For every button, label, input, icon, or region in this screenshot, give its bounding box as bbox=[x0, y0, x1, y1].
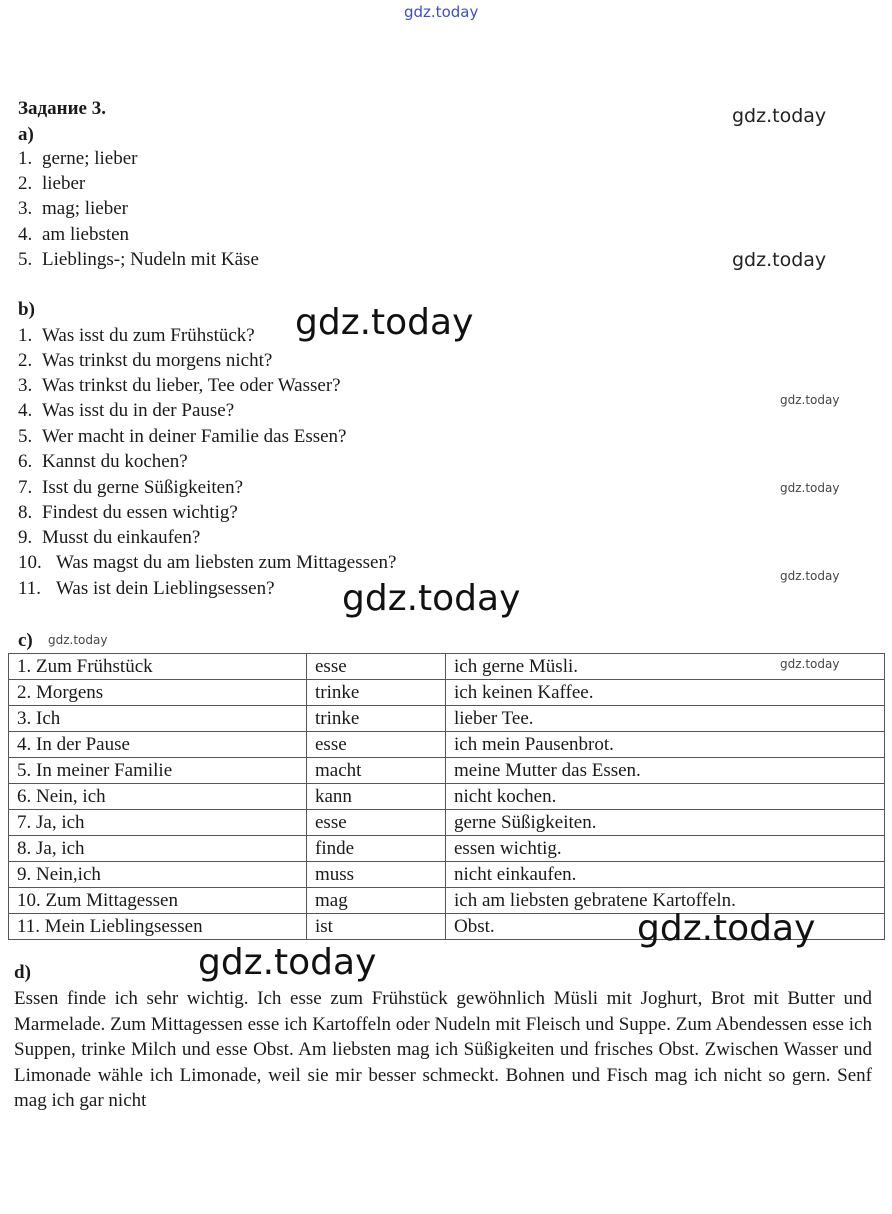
table-cell-subject: 8. Ja, ich bbox=[9, 836, 307, 862]
table-cell-verb: ist bbox=[307, 914, 446, 940]
essay-paragraph: Essen finde ich sehr wichtig. Ich esse zum Frühstück gewöhnlich Müsli mit Joghurt, Brot mit Butter und Marmelade. Zum Mittagessen esse ich Kartoffeln oder Nudeln mit Fleisch und Suppe. Zum Abendessen esse ich Suppen, trinke Milch und esse Obst. Am liebsten mag ich Süßigkeiten und frisches Obst. Zwischen Wasser und Limonade wähle ich Limonade, weil sie mir besser schmeckt. Bohnen und Fisch mag ich nicht so gern. Senf mag ich gar nicht bbox=[14, 988, 872, 1111]
table-row bbox=[9, 654, 885, 680]
watermark-small: gdz.today bbox=[780, 481, 840, 495]
table-cell-verb: trinke bbox=[307, 680, 446, 706]
table-cell-rest: gerne Süßigkeiten. bbox=[446, 810, 885, 836]
task-title: Задание 3. bbox=[18, 98, 106, 119]
list-item: 2. lieber bbox=[18, 173, 86, 194]
table-cell-subject: 3. Ich bbox=[9, 706, 307, 732]
table-cell-verb: esse bbox=[307, 810, 446, 836]
table-cell-verb: kann bbox=[307, 784, 446, 810]
table-cell-rest: ich keinen Kaffee. bbox=[446, 680, 885, 706]
table-row bbox=[9, 732, 885, 758]
watermark-small: gdz.today bbox=[780, 569, 840, 583]
watermark-large: gdz.today bbox=[198, 942, 377, 983]
watermark-top: gdz.today bbox=[404, 3, 479, 21]
table-cell-rest: meine Mutter das Essen. bbox=[446, 758, 885, 784]
section-a-label: a) bbox=[18, 124, 34, 145]
watermark: gdz.today bbox=[732, 249, 827, 271]
watermark-small: gdz.today bbox=[780, 393, 840, 407]
table-cell-rest: ich mein Pausenbrot. bbox=[446, 732, 885, 758]
table-cell-rest: essen wichtig. bbox=[446, 836, 885, 862]
table-cell-subject: 4. In der Pause bbox=[9, 732, 307, 758]
table-cell-subject: 9. Nein,ich bbox=[9, 862, 307, 888]
list-item: 1. gerne; lieber bbox=[18, 148, 138, 169]
section-c-label: c) bbox=[18, 630, 33, 651]
section-b-label: b) bbox=[18, 299, 35, 320]
list-item: 8. Findest du essen wichtig? bbox=[18, 502, 238, 523]
list-item: 4. Was isst du in der Pause? bbox=[18, 400, 235, 421]
table-cell-rest: lieber Tee. bbox=[446, 706, 885, 732]
table-cell-subject: 11. Mein Lieblingsessen bbox=[9, 914, 307, 940]
table-row bbox=[9, 810, 885, 836]
table-cell-subject: 1. Zum Frühstück bbox=[9, 654, 307, 680]
list-item: 5. Lieblings-; Nudeln mit Käse bbox=[18, 249, 259, 270]
table-cell-verb: macht bbox=[307, 758, 446, 784]
watermark: gdz.today bbox=[732, 105, 827, 127]
table-cell-subject: 10. Zum Mittagessen bbox=[9, 888, 307, 914]
list-item: 11. Was ist dein Lieblingsessen? bbox=[18, 578, 275, 599]
list-item: 3. Was trinkst du lieber, Tee oder Wasser? bbox=[18, 375, 341, 396]
table-row bbox=[9, 680, 885, 706]
table-cell-subject: 7. Ja, ich bbox=[9, 810, 307, 836]
list-item: 7. Isst du gerne Süßigkeiten? bbox=[18, 477, 244, 498]
table-cell-verb: mag bbox=[307, 888, 446, 914]
watermark-large: gdz.today bbox=[342, 578, 521, 619]
section-d-label: d) bbox=[14, 962, 31, 983]
table-cell-verb: trinke bbox=[307, 706, 446, 732]
table-row bbox=[9, 784, 885, 810]
table-row bbox=[9, 836, 885, 862]
table-cell-rest: nicht einkaufen. bbox=[446, 862, 885, 888]
table-cell-rest: nicht kochen. bbox=[446, 784, 885, 810]
table-cell-verb: esse bbox=[307, 654, 446, 680]
list-item: 6. Kannst du kochen? bbox=[18, 451, 188, 472]
watermark-small: gdz.today bbox=[48, 633, 108, 647]
table-cell-verb: esse bbox=[307, 732, 446, 758]
list-item: 4. am liebsten bbox=[18, 224, 130, 245]
table-row bbox=[9, 758, 885, 784]
table-cell-verb: finde bbox=[307, 836, 446, 862]
list-item: 1. Was isst du zum Frühstück? bbox=[18, 325, 255, 346]
list-item: 5. Wer macht in deiner Familie das Essen? bbox=[18, 426, 347, 447]
table-cell-verb: muss bbox=[307, 862, 446, 888]
table-row bbox=[9, 862, 885, 888]
table-cell-rest: ich am liebsten gebratene Kartoffeln. bbox=[446, 888, 885, 914]
list-item: 10. Was magst du am liebsten zum Mittagessen? bbox=[18, 552, 397, 573]
table-cell-subject: 6. Nein, ich bbox=[9, 784, 307, 810]
list-item: 2. Was trinkst du morgens nicht? bbox=[18, 350, 273, 371]
list-item: 9. Musst du einkaufen? bbox=[18, 527, 201, 548]
watermark-small: gdz.today bbox=[780, 657, 840, 671]
table-cell-subject: 5. In meiner Familie bbox=[9, 758, 307, 784]
watermark-large: gdz.today bbox=[637, 908, 816, 949]
watermark-large: gdz.today bbox=[295, 302, 474, 343]
table-cell-rest: Obst. bbox=[446, 914, 885, 940]
answer-table bbox=[8, 653, 885, 940]
table-row bbox=[9, 706, 885, 732]
table-cell-subject: 2. Morgens bbox=[9, 680, 307, 706]
list-item: 3. mag; lieber bbox=[18, 198, 128, 219]
table-cell-rest: ich gerne Müsli. bbox=[446, 654, 885, 680]
